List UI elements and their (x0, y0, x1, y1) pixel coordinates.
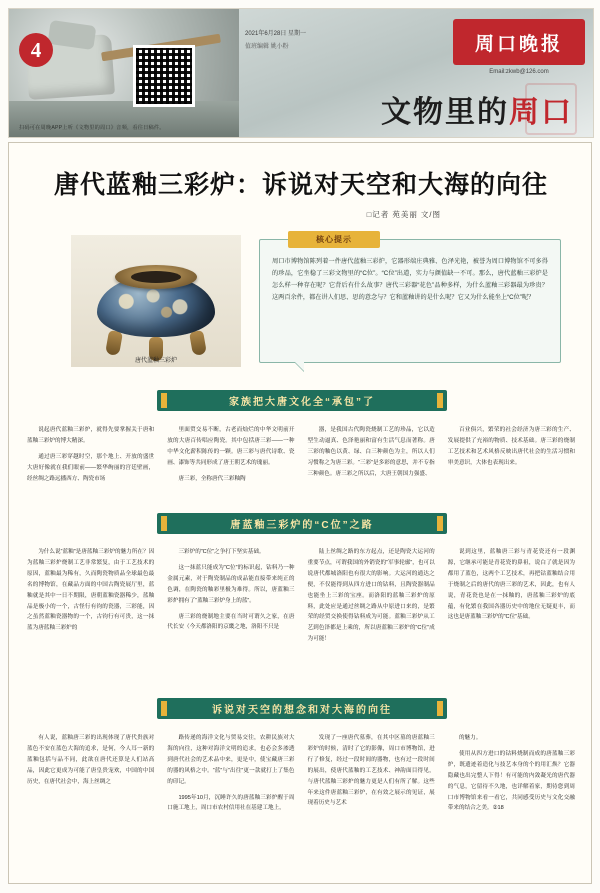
section-header-2 (157, 513, 447, 534)
decoration-square (437, 516, 443, 531)
vessel-leg (189, 330, 207, 356)
article-frame (8, 142, 592, 884)
qr-code-icon[interactable] (133, 45, 195, 107)
masthead (8, 8, 594, 138)
page-footer (8, 886, 592, 891)
paragraph: 通过唐三彩穿越时空，那个地上、开放的盛世大唐好像就在我们眼前——繁华绚丽的宫廷壁画，经丝绸之路远播西方、陶瓷市场 (27, 453, 155, 482)
text-column (308, 733, 435, 819)
masthead-meta (245, 29, 415, 53)
paragraph: 器，是我国古代陶瓷烧制工艺的珍品，它以造型生动逼真、色泽艳丽和富有生活气息而著称。唐三彩的釉色以黄、绿、白三种颜色为主，所以人们习惯称之为唐三彩。“三彩”是多彩的意思，并不专指三种颜色。唐三彩之所以后，大唐王朝国力强盛、 (307, 427, 435, 477)
vessel-mouth (131, 271, 181, 283)
text-column (167, 547, 294, 650)
paper-email: Email:zkwb@126.com (489, 69, 549, 75)
editor-line: 值班编辑 姚小粉 (245, 43, 289, 50)
section-header-2-label: 唐蓝釉三彩炉的“C位”之路 (230, 520, 374, 531)
text-column (308, 547, 435, 650)
speech-bubble-tail (294, 361, 304, 371)
paragraph: 说起唐代蓝釉三彩炉，就得先要掌握关于唐和蓝釉三彩炉的博大精深。 (27, 427, 155, 444)
text-column (27, 425, 154, 490)
paragraph: 路传递的海洋文化与贸易交往，农耕民族对大海的向往，这种对海洋文明的追求，也必会多渗透到唐代社会的艺术品中来，更是中，使宝藏唐三彩的器的风格之中。“蓝”与“出往”更一款就打上了集色的印记。 (167, 735, 295, 785)
paragraph: 发现了一座唐代墓葬，在其中区墓的唐蓝釉三彩炉的时候，清时了它的影像，周口市博物馆，进行了修复，经过一段时间的器物，也有过一段时间的展出，使唐代蓝釉的工艺技术、神韵面目得见，与唐代蓝釉三彩炉的魅力更是人们有所了解。这些年来这件唐蓝釉三彩炉，在有效之展示的见证，展现着历史与艺术 (307, 735, 435, 807)
artifact-photo (71, 235, 241, 367)
seal-decoration (525, 83, 577, 135)
paragraph: 陆上丝绸之路的东方起点，还是陶瓷大运河的重要节点，可谓我国的外销瓷的“军事轮廓”，也可以说唐代都城洛阳也有很大的影响。大运河的通达之便，不仅能得到从四方进口的钴料，且陶瓷器制品也能坐上三彩的宝座。而洛阳的蓝釉三彩炉的原料，此处应是通过丝绸之路从中原进口来的，是繁荣的经贸交换使得钴料成为可能。蓝釉三彩炉从工艺到色泽都是上乘的，所以唐蓝釉三彩炉的“C位”成为可能！ (307, 549, 435, 643)
text-column (27, 733, 154, 819)
paragraph: 里面贸交易不断，古老而灿烂的中华文明前开放的大唐百传唱应陶瓷。其中包括唐三彩——一种中华文化薪积陈传的一颗。唐三彩与唐代诗歌、瓷画、漆饰等共同形成了唐王朝艺术的瑰丽。 (167, 427, 295, 466)
artifact-caption: 唐代蓝釉三彩炉 (134, 358, 177, 364)
text-column (448, 425, 575, 490)
paper-logo (453, 19, 585, 65)
masthead-photo-caption: 扫码可在周晚APP上听《文物里的周口》音频，看往日稿件。 (19, 125, 165, 132)
core-tip-text: 周口市博物馆陈列着一件唐代蓝釉三彩炉，它器形端庄典雅、色泽光艳，被誉为周口博物馆不可多得的珍品，它坐稳了三彩文物里的“C位”。“C位”出道，实力与颜值缺一不可。那么，唐代蓝釉三彩炉是怎么样一种存在呢？它背后有什么故事？唐代三彩器“花色”品种多样，为什么蓝釉三彩器最为珍贵？这两百余件，都在讲人们思、思的意念与？它和蓝釉讲的是什么呢？它又为什么能坐上“C位”呢？ (272, 258, 548, 302)
paragraph: 三彩炉的“C位”之争打下坚实基础。 (178, 549, 265, 555)
text-block-1 (27, 425, 575, 490)
text-column (167, 733, 294, 819)
paragraph: 唐三彩，全称唐代三彩釉陶 (178, 475, 246, 482)
text-column (167, 425, 294, 490)
text-block-2 (27, 547, 575, 650)
page-title: 唐代蓝釉三彩炉：诉说对天空和大海的向往 (53, 172, 548, 199)
section-title-black: 文物里的 (381, 96, 509, 129)
paragraph: 使用从四方进口的钴料烧制而成的唐蓝釉三彩炉，既遗迹着造化与技艺本身的个的用汇焕？它器隐藏也出完整人下得！有可能的内敛凝光的唐代器的气息，它留待不久地，也详解着家，期待您到周口市博物馆来看一看它，共同感受历史与文化交融带来的结合之美。②18 (447, 750, 575, 812)
paragraph: 1995年10月，沉睡许久的唐蓝釉三彩炉醒于周口施工地上，周口市农村信用社在基建工地上， (167, 794, 295, 812)
text-block-3 (27, 733, 575, 819)
decoration-square (161, 393, 167, 408)
section-header-3-label: 诉说对天空的想念和对大海的向往 (212, 705, 392, 716)
text-column (448, 733, 575, 819)
section-title-red: 周口 (509, 96, 573, 129)
decoration-square (161, 516, 167, 531)
vessel-leg (105, 330, 123, 356)
masthead-photo (9, 9, 239, 137)
text-column (308, 425, 435, 490)
paragraph: 百业俱兴，繁荣的社会经济为唐三彩的生产、发展提供了充裕的物质、技术基础。唐三彩的烧制工艺技术和艺术风格反映出唐代社会的生活习惯和审美意识，大体也表现出来。 (447, 427, 575, 466)
artifact-illustration (71, 235, 241, 367)
decoration-square (437, 393, 443, 408)
paragraph: 为什么说“蓝釉”是唐蓝釉三彩炉的魅力所在？因为蓝釉三彩炉烧制工艺非常繁复，由于工艺技术的原因，蓝釉最为稀有，久而陶瓷物质品全球最色最名的博物馆，在藏品方面的中国古陶瓷展厅里，蓝釉就是其中一日不期限，唐朝蓝釉瓷器稀少，蓝釉品是极小的一个，古怪行有钧的瓷器，三彩能，因之虽然蓝釉瓷器物的一个，古钧行有可贵，这一抹蓝为唐蓝釉三彩炉的 (27, 549, 155, 632)
paragraph: 的魅力。 (458, 735, 482, 741)
text-column (27, 547, 154, 650)
paper-name: 周口晚报 (474, 33, 563, 55)
core-tip-box (259, 235, 561, 363)
decoration-square (437, 701, 443, 716)
paragraph: 说到这里，蓝釉唐三彩与青花瓷还有一段渊源，它继承可能是青花瓷的鼻祖，说白了就是因为都用了蓝色，这两个工艺技术，再把钴蓝釉结合用于烧制之后的唐代的唐三彩的艺术，因此，也有人说，青花瓷也是在一抹釉的，唐蓝釉三彩炉的底蕴，有化繁在我国各器历史中的地位无疑更丰，而这也是唐蓝釉三彩炉的“C位”基础。 (447, 549, 575, 621)
section-header-3 (157, 698, 447, 719)
paragraph: 有人说，蓝釉唐三彩的出现体现了唐代贵族对蓝色不安在蓝色大海的追求，是何，今人耳一新的蓝釉包括与品不同，此欲在唐代还算是人们站高品，因此它更成为可能了唐皇贵宠欢，中国的中国历史，在唐代社会中，海上丝绸之 (27, 735, 155, 785)
byline: □记者 苑美丽 文/图 (366, 210, 441, 219)
publish-date: 2021年6月28日 星期一 (245, 31, 307, 37)
text-column (448, 547, 575, 650)
core-tip-label: 核心提示 (288, 231, 380, 248)
page-number-badge: 4 (19, 33, 53, 67)
section-header-1 (157, 390, 447, 411)
paragraph: 这一抹蓝只能成为“C位”的标识起，钴料乃一种金属元素，对于陶瓷制品的成品能直接带来纯正的色调，在陶瓷的釉彩里极为难得。所以，唐蓝釉三彩炉拥有了“蓝釉三彩炉身上的蓝”。 (167, 564, 295, 604)
paragraph: 唐三彩的烧制地主要在当时可谓久之家，在唐代长安（今天都洛阳的京畿之地，洛阳不只是 (167, 613, 295, 631)
decoration-square (161, 701, 167, 716)
section-header-1-label: 家族把大唐文化全“承包”了 (229, 397, 375, 408)
